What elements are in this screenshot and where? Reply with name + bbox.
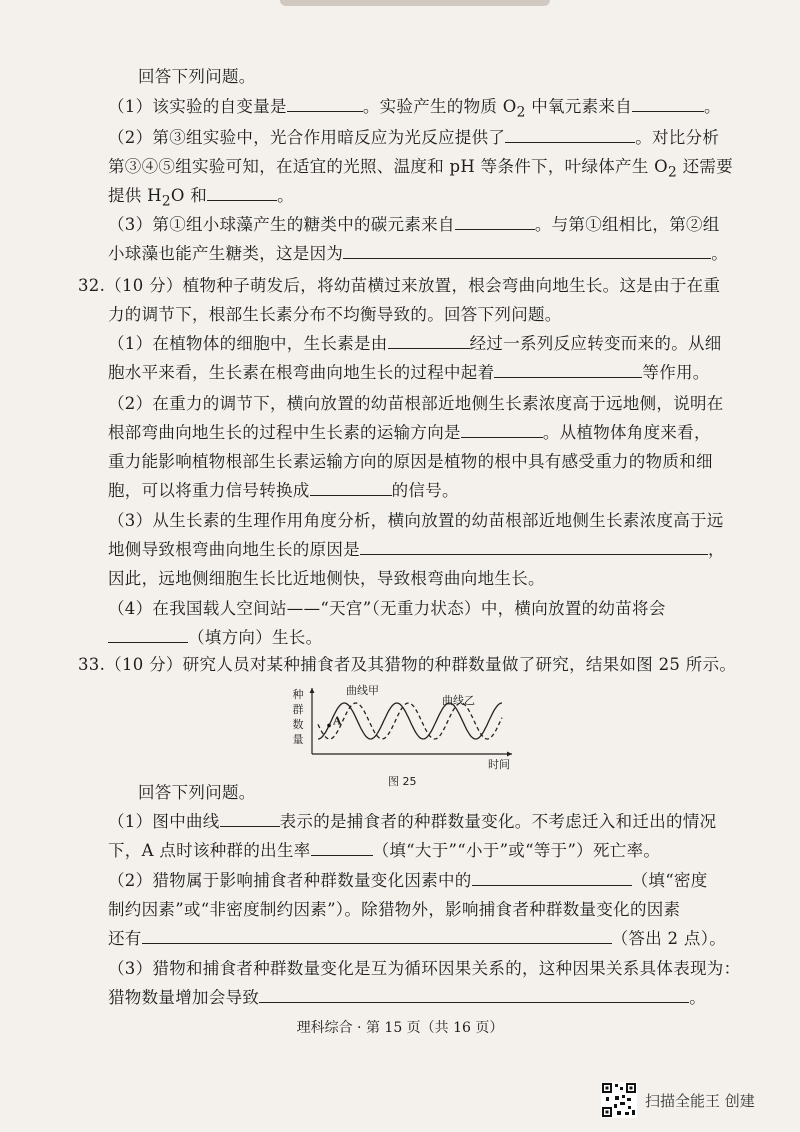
q32-p3c: 因此，远地侧细胞生长比近地侧快，导致根弯曲向地生长。 <box>108 569 545 588</box>
q33-p3b: 猎物数量增加会导致 。 <box>108 988 707 1007</box>
figure-caption: 图 25 <box>388 775 417 788</box>
answer-blank[interactable] <box>108 627 188 643</box>
answer-blank[interactable] <box>505 127 635 143</box>
predator-prey-chart <box>290 682 520 772</box>
point-a-marker <box>327 724 331 728</box>
answer-blank[interactable] <box>287 96 363 112</box>
answer-blank[interactable] <box>207 185 277 201</box>
q31-p2c: 提供 $H_2O$ 和 。 <box>108 186 294 210</box>
y-axis-label: 群 <box>292 703 304 716</box>
answer-blank[interactable] <box>461 422 543 438</box>
q32-p2c: 重力能影响植物根部生长素运输方向的原因是植物的根中具有感受重力的物质和细 <box>108 452 713 471</box>
answer-blank[interactable] <box>455 214 535 230</box>
answer-blank[interactable] <box>360 539 708 555</box>
q32-p1b: 胞水平来看，生长素在根弯曲向地生长的过程中起着 等作用。 <box>108 363 710 382</box>
answer-blank[interactable] <box>142 928 612 944</box>
q31-intro: 回答下列问题。 <box>138 67 256 86</box>
q31-p1: （1）该实验的自变量是 。实验产生的物质 $O_2$ 中氧元素来自 。 <box>108 97 721 121</box>
page-footer: 理科综合 · 第 15 页（共 16 页） <box>296 1020 504 1036</box>
q32-p2d: 胞，可以将重力信号转换成 的信号。 <box>108 481 459 500</box>
q32-p3a: （3）从生长素的生理作用角度分析，横向放置的幼苗根部近地侧生长素浓度高于远 <box>108 511 724 530</box>
qr-code-icon <box>601 1082 637 1118</box>
q32-p1a: （1）在植物体的细胞中，生长素是由 经过一系列反应转变而来的。从细 <box>108 334 722 353</box>
y-axis-label: 量 <box>292 733 304 746</box>
answer-blank[interactable] <box>259 987 689 1003</box>
q33-p2a: （2）猎物属于影响捕食者种群数量变化因素中的 （填“密度 <box>108 871 708 890</box>
q32-p2b: 根部弯曲向地生长的过程中生长素的运输方向是 。从植物体角度来看， <box>108 423 711 442</box>
q33-p2b: 制约因素”或“非密度制约因素”）。除猎物外，影响捕食者种群数量变化的因素 <box>108 900 681 919</box>
q33-title: 33.（10 分）研究人员对某种捕食者及其猎物的种群数量做了研究，结果如图 25 所示。 <box>78 655 737 674</box>
q33-p1b: 下，A 点时该种群的出生率 （填“大于”“小于”或“等于”）死亡率。 <box>108 841 661 860</box>
q32-p4a: （4）在我国载人空间站——“天宫”（无重力状态）中，横向放置的幼苗将会 <box>108 599 666 618</box>
q33-intro: 回答下列问题。 <box>138 783 256 802</box>
q33-p3a: （3）猎物和捕食者种群数量变化是互为循环因果关系的，这种因果关系具体表现为： <box>108 959 741 978</box>
q31-p2a: （2）第③组实验中，光合作用暗反应为光反应提供了 。对比分析 <box>108 128 720 147</box>
answer-blank[interactable] <box>494 362 642 378</box>
y-axis-arrow <box>310 688 315 693</box>
q33-p2c: 还有 （答出 2 点）。 <box>108 929 727 948</box>
header-strip <box>280 0 550 6</box>
answer-blank[interactable] <box>310 480 392 496</box>
q31-p3b: 小球藻也能产生糖类，这是因为 。 <box>108 244 729 263</box>
series-label-1: 曲线乙 <box>442 694 475 707</box>
series-label-0: 曲线甲 <box>346 684 379 697</box>
q32-p4b: （填方向）生长。 <box>108 627 322 649</box>
q32-p2a: （2）在重力的调节下，横向放置的幼苗根部近地侧生长素浓度高于远地侧，说明在 <box>108 394 724 413</box>
x-axis-arrow <box>507 752 512 757</box>
y-axis-label: 数 <box>292 718 304 731</box>
scanner-brand: 扫描全能王 创建 <box>645 1092 755 1110</box>
answer-blank[interactable] <box>388 333 470 349</box>
q31-p2b: 第③④⑤组实验可知，在适宜的光照、温度和 pH 等条件下，叶绿体产生 $O_2$ 还需要 <box>108 157 734 181</box>
q31-p3a: （3）第①组小球藻产生的糖类中的碳元素来自 。与第①组相比，第②组 <box>108 215 720 234</box>
answer-blank[interactable] <box>343 243 711 259</box>
q33-p1a: （1）图中曲线 表示的是捕食者的种群数量变化。不考虑迁入和迁出的情况 <box>108 812 717 831</box>
q32-p3b: 地侧导致根弯曲向地生长的原因是 ， <box>108 540 725 559</box>
y-axis-label: 种 <box>292 688 304 701</box>
x-axis-label: 时间 <box>488 758 510 771</box>
answer-blank[interactable] <box>472 870 632 886</box>
q32-title2: 力的调节下，根部生长素分布不均衡导致的。回答下列问题。 <box>108 305 562 324</box>
answer-blank[interactable] <box>311 840 373 856</box>
answer-blank[interactable] <box>632 96 704 112</box>
point-a-label: A <box>333 714 342 728</box>
answer-blank[interactable] <box>220 811 280 827</box>
q32-title: 32.（10 分）植物种子萌发后，将幼苗横过来放置，根会弯曲向地生长。这是由于在重 <box>78 276 721 295</box>
